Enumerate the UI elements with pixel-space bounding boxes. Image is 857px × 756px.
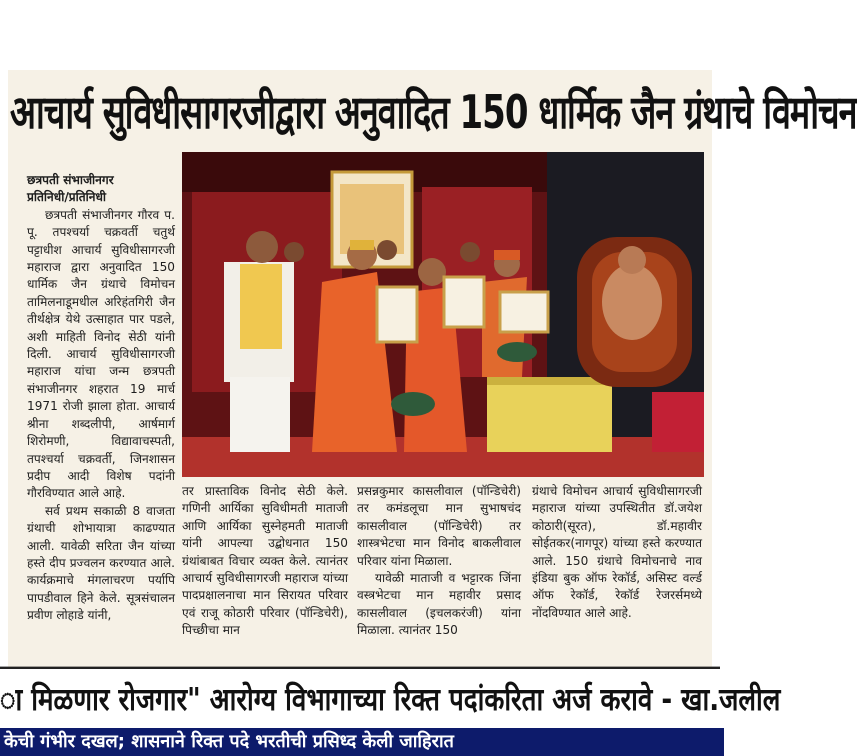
article-column-2	[182, 483, 348, 640]
paragraph-5: यावेळी माताजी व भट्टारक जिंना वस्त्रभेटचा मान महावीर प्रसाद कासलीवाल (इचलकरंजी) यांना मिळाला. त्यानंतर 150	[357, 571, 521, 638]
next-article-banner: केची गंभीर दखल; शासनाने रिक्त पदे भरतीची प्रसिध्द केली जाहिरात	[0, 728, 724, 756]
article-photo	[182, 152, 704, 477]
article-headline: आचार्य सुविधीसागरजीद्वारा अनुवादित 150 धार्मिक जैन ग्रंथाचे विमोचन	[10, 86, 857, 140]
next-article-headline: ा मिळणार रोजगार" आरोग्य विभागाच्या रिक्त पदांकरिता अर्ज करावे - खा.जलील	[0, 667, 720, 732]
paragraph-3: तर प्रास्ताविक विनोद सेठी केले. गणिनी आर्यिका सुविधीमती माताजी आणि आर्यिका सुस्नेहमती माताजी यांनी आपल्या उद्बोधनात 150 ग्रंथांबाबत विचार व्यक्त केले. त्यानंतर आचार्य सुविधीसागरजी महाराज यांच्या पादप्रक्षालनाचा मान सिरायत परिवार एवं राजू कोठारी परिवार (पॉन्डिचेरी), पिच्छीचा मान	[182, 484, 348, 638]
paragraph-2: सर्व प्रथम सकाळी 8 वाजता ग्रंथाची शोभायात्रा काढण्यात आली. यावेळी सरिता जैन यांच्या हस्ते दीप प्रज्वलन करण्यात आले. कार्यक्रमाचे मंगलाचरण पर्यापि पापडीवाल हिने केले. सूत्रसंचालन प्रवीण लोहाडे यांनी,	[27, 503, 175, 623]
paragraph-6: ग्रंथाचे विमोचन आचार्य सुविधीसागरजी महाराज यांच्या उपस्थितीत डॉ.जयेश कोठारी(सूरत), डॉ.महावीर सोईतकर(नागपूर) यांच्या हस्ते करण्यात आले. 150 ग्रंथाचे विमोचनाचे नाव इंडिया बुक ऑफ रेकॉर्ड, असिस्ट वर्ल्ड ऑफ रेकॉर्ड, रेकॉर्ड रेजरर्समध्ये नोंदविण्यात आले आहे.	[532, 484, 702, 620]
article-column-4	[532, 483, 702, 622]
ceremony-photo-illustration	[182, 152, 704, 477]
article-column-3	[357, 483, 521, 640]
paragraph-1: छत्रपती संभाजीनगर गौरव प. पू. तपश्चर्या चक्रवर्ती चतुर्थ पट्टाधीश आचार्य सुविधीसागरजी महाराज द्वारा अनुवादित 150 धार्मिक जैन ग्रंथाचे विमोचन तामिलनाडूमधील अरिहंतगिरी जैन तीर्थक्षेत्र येथे उत्साहात पार पडले, अशी माहिती विनोद सेठी यांनी दिली. आचार्य सुविधीसागरजी महाराज यांचा जन्म छत्रपती संभाजीनगर शहरात 19 मार्च 1971 रोजी झाला होता. आचार्य श्रीना शब्दलीपी, आर्षमार्ग शिरोमणी, विद्यावाचस्पती, तपश्चर्या चक्रवर्ती, जिनशासन प्रदीप आदी विशेष पदांनी गौरविण्यात आले आहे.	[27, 207, 175, 501]
paragraph-4: प्रसन्नकुमार कासलीवाल (पॉन्डिचेरी) तर कमंडलूचा मान सुभाषचंद कासलीवाल (पॉन्डिचेरी) तर शास्त्रभेटचा मान विनोद बाकलीवाल परिवार यांना मिळाला.	[357, 484, 521, 568]
dateline: छत्रपती संभाजीनगर	[27, 173, 114, 187]
article-column-1	[27, 172, 175, 625]
byline: प्रतिनिधी/प्रतिनिधी	[27, 190, 107, 205]
